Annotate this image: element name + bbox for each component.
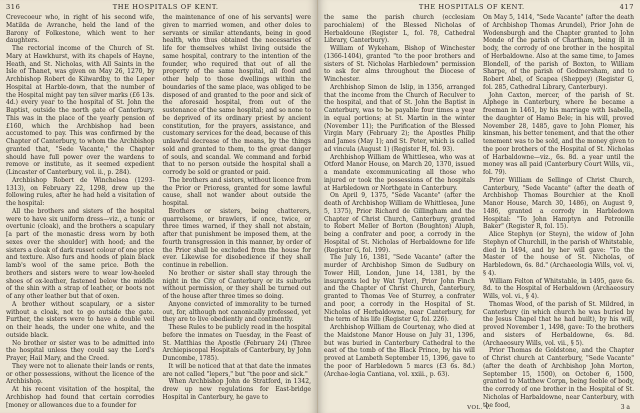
paragraph: Archbishop William de Whittlesea, who was at Otford Manor House, on March 20, 1370, issued a mandate excommunicating all those who injured or took the possessions of the hospitals at Harbledown or Northgate in Canterbury. — [324, 153, 475, 192]
paragraph: On April 9, 1375, "Sede Vacante" (after the death of Archbishop William de Whittlesea, June 5, 1375), Prior Richard de Gillingham and the Chapter of Christ Church, Canterbury, granted to Robert Meller of Borton (Boughton) Aluph, being a confrater and poor, a corrody in the Hospital of St. Nicholas of Herbaldowne for life (Register G, fol. 199). — [324, 192, 475, 254]
paragraph: A brother without scapulary, or a sister without a cloak, not to go outside the gate. Further, the sisters were to have a double veil on their heads, the under one white, and the outside black. — [6, 300, 155, 339]
right-column-1 — [324, 14, 475, 409]
paragraph: Brothers or sisters, being chatterers, quarrelsome, or brawlers, if once, twice, or three times warned, if they shall not abstain, after that punishment be imposed them, at the fourth transgression in this manner, by order of the Prior shall be excluded from the house for ever. Likewise for disobedience if they shall continue in rebellion. — [162, 207, 311, 269]
paragraph: Prior Thomas de Goldstone, and the Chapter of Christ church at Canterbury, "Sede Vacante" (after the death of Archbishop John Morton, September 15, 1500), on October 6, 1500, granted to Matthew Corpn, being feeble of body, the corrody of one brother in the Hospital of St. Nicholas of Harbaldowne, near Canterbury, with the food, — [483, 347, 634, 409]
paragraph: William of Wykeham, Bishop of Winchester (1366-1404), granted "to the poor brothers and sisters of St. Nicholas Harbledown" permission to ask for alms throughout the Diocese of Winchester. — [324, 45, 475, 83]
paragraph: At his recent visitation of the hospital, the Archbishop had found that certain corrodies [money or allowances due to a founder for — [6, 386, 155, 409]
right-running-head — [324, 3, 634, 12]
paragraph: All the brothers and sisters of the hospital were to have six uniform dress—viz., a tunic or overtunic (cloak), and the brothers a scapulary [a part of the monastic dress worn by both sexes over the shoulder] with hood; and the sisters a cloak of dark russet colour of one price and texture. Also furs and hoods of plain black lamb's wool of the same price. Both the brothers and sisters were to wear low-heeled shoes of ox-leather, fastened below the middle of the shin with a strap of leather, or boots not of any other leather but that of oxen. — [6, 207, 155, 300]
left-page-number: 316 — [6, 3, 21, 11]
paragraph: Prior William de Sellinge of Christ Church, Canterbury, "Sede Vacante" (after the death of Archbishop Thomas Bourchier at the Knoll Manor House, March 30, 1486), on August 9, 1486, granted a corrody in Harbledown Hospital: "To John Hamptyn and Petronille Baker" (Register R, fol. 15). — [483, 176, 634, 231]
paragraph: Archbishop Simon de Islip, in 1356, arranged that the income from the Church of Reculver to the hospital, and that of St. John the Baptist in Canterbury, was to be payable four times a year in equal portions; at St. Martin in the winter (November 11); the Purification of the Blessed Virgin Mary (February 2); the Apostles Philip and James (May 1); and St. Peter, which is called ad vincula (August 1) (Register H, fol. 93). — [324, 83, 475, 153]
left-column-1 — [6, 14, 155, 409]
left-running-head — [6, 3, 311, 12]
left-running-title: THE HOSPITALS OF KENT. — [112, 3, 219, 11]
paragraph: When Archbishop John de Stratford, in 1342, drew up new regulations for East-bridge Hospital in Canterbury, he gave to — [162, 378, 311, 401]
right-columns — [324, 14, 634, 409]
paragraph: On May 5, 1414, "Sede Vacante" (after the death of Archbishop Thomas Arundel), Prior John de Wodensburgh and the Chapter granted to John Monde of the parish of Chartham, being ill in body, the corrody of one brother in the hospital of Herbaldowne. Also at the same time, to James Blondell, of the parish of Boxton, to William Sharpe, of the parish of Godmersham, and to Robert Abel, of Scapea (Sheppey) (Register G, fol. 285, Cathedral Library, Canterbury). — [483, 14, 634, 91]
paragraph: Archbishop William de Courtenay, who died at the Maidstone Manor House on July 31, 1396, but was buried in Canterbury Cathedral to the east of the tomb of the Black Prince, by his will proved at Lambeth September 15, 1396, gave to the poor of Harbledown 5 marcs (£3 6s. 8d.) (Archae-logia Cantiana, vol. xxiii., p. 63). — [324, 324, 475, 378]
paragraph: the maintenance of one of his servants] were given to married women, and other doles to servants or similar attendants, being in good health, who thus obtained the necessaries of life for themselves whilst living outside the same hospital, contrary to the intention of the founder, who required that out of all the property of the same hospital, all food and other help to those dwellings within the boundaries of the same place, was obliged to be disposed of and granted to the poor and sick of the aforesaid hospital, from out of the sustenance of the same hospital; and so none to be deprived of its ordinary priest by ancient constitution, for the prayers, assistance, and customary services for the dead, because of this unlawful decrease of the means, by the things sold and granted to them, to the great danger of souls, and scandal. We command and forbid that to no person outside the hospital shall a corrody be sold or granted or paid. — [162, 14, 311, 176]
right-column-2 — [483, 14, 634, 409]
left-column-2 — [163, 14, 312, 409]
paragraph: William Felton of Whitstable, in 1495, gave 6s. 8d. to the Hospital of Herbaldown (Archaeosury Wills, vol. vi., § 4). — [483, 277, 634, 300]
signature-mark: 3 a — [620, 404, 630, 411]
left-page — [0, 0, 318, 413]
paragraph: the same the parish church (ecclesiam parochialem) of the Blessed Nicholas of Herbaldoune (Register L, fol. 78, Cathedral Library, Canterbury). — [324, 14, 475, 45]
volume-footer: VOL. V. — [467, 405, 491, 411]
paragraph: Anyone convicted of immorality to be turned out, for, although not canonically professed, yet they are to live obediently and continently. — [162, 300, 311, 324]
paragraph: Thomas Wood, of the parish of St. Mildred, in Canterbury (in which church he was buried by the Jesus Chapel that he had built), by his will, proved November 1, 1498, gave: To the brothers and sisters of Herbaldowne, 6s. 8d. (Archaeosury Wills, vol. vii., § 5). — [483, 300, 634, 347]
paragraph: John Caxton, mercer, of the parish of St. Alphege in Canterbury, where he became a freeman in 1461, by his marriage with Isabella, the daughter of Hamo Bele; in his will, proved November 28, 1485, gave to John Plomer, his kinsman, his better tenement, and that the other tenement was to be sold, and the money given to the poor brothers of the Hospital of St. Nicholas of Harbaldowne—viz., 6s. 8d. a year until the money was all paid (Canterbury Court Wills, vii., fol. 79). — [483, 91, 634, 176]
paragraph: No brother or sister shall stay through the night in the City of Canterbury or its suburbs without permission, or they shall be turned out of the house after three times so doing. — [162, 269, 311, 300]
paragraph: The July 16, 1381, "Sede Vacante" (after the murder of Archbishop Simon de Sudbury on Tower Hill, London, June 14, 1381, by the insurgents led by Wat Tyler), Prior John Finch and the Chapter of Christ Church, Canterbury, granted to Thomas Vee of Sturrey, a confrater and poor, a corrody in the Hospital of St. Nicholas of Herbaldowne, near Canterbury, for the term of his life (Register G, fol. 226). — [324, 254, 475, 324]
paragraph: Alice Stephyn (or Steyn), the widow of John Stephyn of Churchill, in the parish of Whitstable, died in 1494, and by her will gave: "To the Master of the house of St. Nicholas, of Harbledown, 6s. 8d." (Archaeologia Wills, vol. vi, § 4). — [483, 231, 634, 277]
right-page — [318, 0, 640, 413]
right-running-title: THE HOSPITALS OF KENT. — [418, 3, 525, 11]
left-columns — [6, 14, 311, 409]
right-page-number: 417 — [619, 3, 634, 11]
paragraph: Crevecoeur who, in right of his second wife, Matilda de Avranche, held the land of the Barony of Folkestone, which went to her daughters. — [6, 14, 155, 45]
paragraph: Archbishop Robert de Winchelsea (1293-1313), on February 22, 1298, drew up the following rules, after he had held a visitation of the hospital: — [6, 176, 155, 207]
paragraph: They were not to alienate their lands or rents, or other possessions, without the licence of the Archbishop. — [6, 362, 155, 386]
paragraph: The brothers and sisters, without licence from the Prior or Prioress, granted for some lawful cause, shall not wander about outside the hospital. — [162, 176, 311, 207]
paragraph: No brother or sister was to be admitted into the hospital unless they could say the Lord's Prayer, Hail Mary, and the Creed. — [6, 339, 155, 362]
paragraph: It will be noticed that at that date the inmates are not called "lepers," but "the poor and sick." — [162, 362, 311, 378]
paragraph: The rectorial income of the Church of St. Mary at Hawkhurst, with its chapels of Hayne, Heath, and St. Nicholas, with All Saints in the Isle of Thanet, was given on May 26, 1270, by Archbishop Robert de Kilwardby, to the Leper Hospital at Harble-down, that the number of the Hospital might pay ten silver marks (£6 13s. 4d.) every year to the hospital of St. John the Baptist, outside the north gate of Canterbury. This was in the place of the yearly pension of £160, which the Archbishop had been accustomed to pay. This was confirmed by the Chapter of Canterbury, to whom the Archbishop granted that, "Sede Vacante," the Chapter should have full power over the wardens to remove or institute, as it seemed expedient (Lincaster of Canterbury, vol. ii., p. 284). — [6, 45, 155, 176]
paragraph: These Rules to be publicly read in the hospital before the inmates on Tuesday, in the Feast of St. Matthias the Apostle (February 24) (Three Archiepiscopal Hospitals of Canterbury, by John Duncombe, 1785). — [162, 324, 311, 362]
